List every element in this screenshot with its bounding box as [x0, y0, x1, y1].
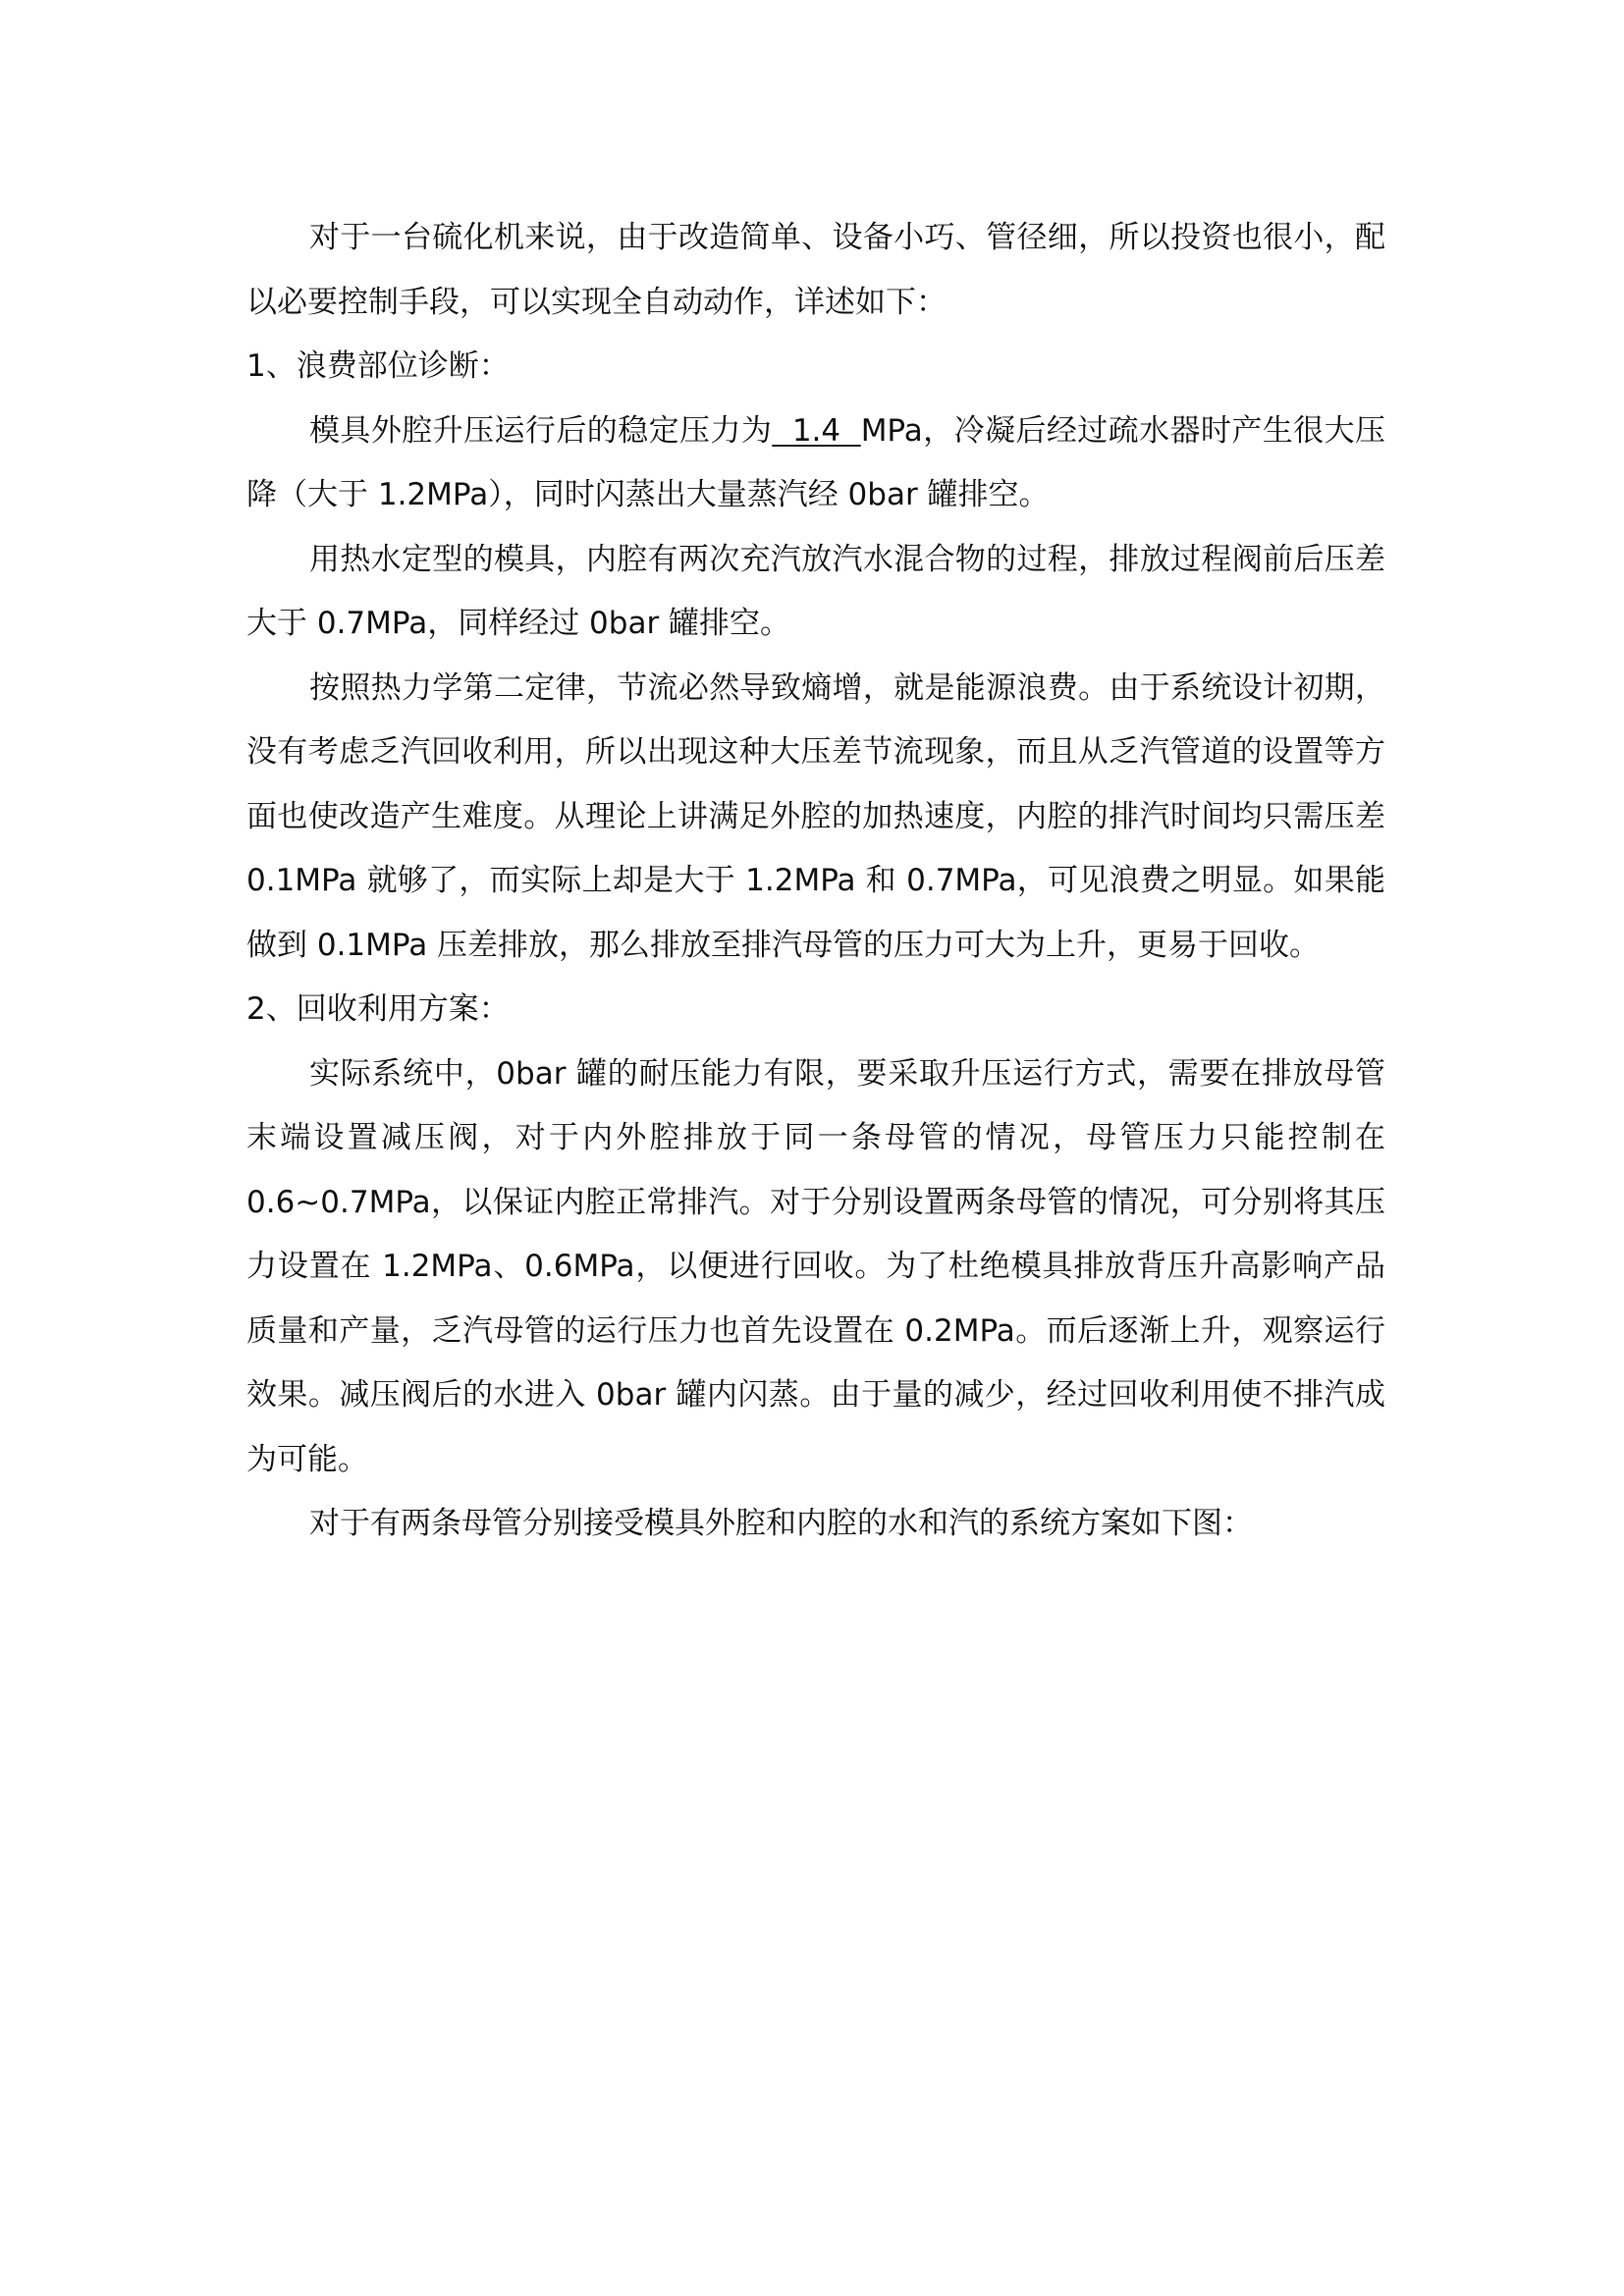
thermodynamics-paragraph: 按照热力学第二定律，节流必然导致熵增，就是能源浪费。由于系统设计初期，没有考虑乏汽回收利用，所以出现这种大压差节流现象，而且从乏汽管道的设置等方面也使改造产生难度。从理论上讲满足外腔的加热速度，内腔的排汽时间均只需压差 0.1MPa 就够了，而实际上却是大于 1.2MPa 和 0.7MPa，可见浪费之明显。如果能做到 0.1MPa 压差排放，那么排放至排汽母管的压力可大为上升，更易于回收。: [246, 669, 1385, 963]
recovery-paragraph: 实际系统中，0bar 罐的耐压能力有限，要采取升压运行方式，需要在排放母管末端设置减压阀，对于内外腔排放于同一条母管的情况，母管压力只能控制在 0.6~0.7MPa，以保证内腔正常排汽。对于分别设置两条母管的情况，可分别将其压力设置在 1.2MPa、0.6MPa，以便进行回收。为了杜绝模具排放背压升高影响产品质量和产量，乏汽母管的运行压力也首先设置在 0.2MPa。而后逐渐上升，观察运行效果。减压阀后的水进入 0bar 罐内闪蒸。由于量的减少，经过回收利用使不排汽成为可能。: [246, 1055, 1385, 1477]
outer-cavity-text-before: 模具外腔升压运行后的稳定压力为: [309, 412, 773, 449]
outer-cavity-paragraph: [246, 400, 1385, 528]
document-body: [246, 206, 1385, 1557]
figure-intro-paragraph: 对于有两条母管分别接受模具外腔和内腔的水和汽的系统方案如下图：: [309, 1506, 1253, 1541]
inner-cavity-paragraph: 用热水定型的模具，内腔有两次充汽放汽水混合物的过程，排放过程阀前后压差大于 0.7MPa，同样经过 0bar 罐排空。: [246, 541, 1385, 641]
stable-pressure-value: 1.4: [772, 412, 861, 449]
section-heading-recovery: 2、回收利用方案：: [246, 991, 510, 1027]
outer-cavity-text-after: MPa，冷凝后经过疏水器时产生很大压降（大于 1.2MPa），同时闪蒸出大量蒸汽经 0bar 罐排空。: [246, 412, 1386, 512]
section-heading-diagnosis: 1、浪费部位诊断：: [246, 348, 510, 384]
intro-paragraph: 对于一台硫化机来说，由于改造简单、设备小巧、管径细，所以投资也很小，配以必要控制手段，可以实现全自动动作，详述如下：: [246, 220, 1385, 320]
